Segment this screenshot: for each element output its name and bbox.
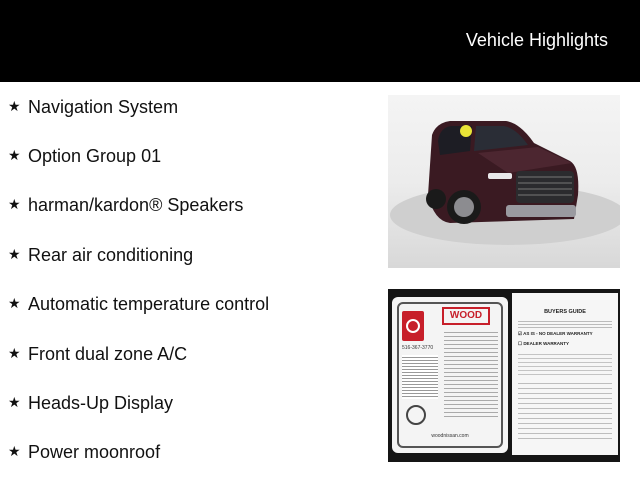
feature-label: Power moonroof: [28, 441, 161, 462]
dealer-logo: WOOD: [442, 307, 490, 325]
star-icon: ★: [8, 346, 21, 362]
list-item: [8, 388, 173, 418]
list-item: [8, 190, 243, 220]
vehicle-illustration: [388, 95, 620, 268]
star-icon: ★: [8, 296, 21, 312]
buyers-guide-title: BUYERS GUIDE: [544, 309, 586, 315]
star-icon: ★: [8, 99, 21, 115]
page-title: Vehicle Highlights: [465, 30, 608, 50]
rear-wheel: [426, 189, 446, 209]
feature-label: harman/kardon® Speakers: [28, 194, 244, 215]
list-item: [8, 240, 193, 270]
list-item: [8, 289, 269, 319]
list-item: [8, 339, 187, 369]
feature-label: Option Group 01: [28, 145, 162, 166]
headlight: [488, 173, 512, 179]
nissan-logo: [402, 311, 424, 341]
windshield-sticker: [460, 125, 472, 137]
window-sticker-sheet: [392, 297, 508, 453]
as-is-option: ☑ AS IS - NO DEALER WARRANTY: [518, 331, 593, 336]
front-bumper: [506, 205, 576, 217]
star-icon: ★: [8, 444, 21, 460]
star-icon: ★: [8, 395, 21, 411]
dealer-website: woodnissan.com: [431, 433, 469, 439]
feature-label: Rear air conditioning: [28, 244, 194, 265]
star-icon: ★: [8, 148, 21, 164]
list-item: [8, 141, 161, 171]
documents-photo: [388, 289, 620, 462]
dealer-phone: 516-367-3770: [402, 345, 434, 351]
feature-label: Heads-Up Display: [28, 392, 174, 413]
nissan-badge-icon: [406, 405, 426, 425]
grille: [516, 171, 574, 203]
header-bar: [0, 0, 640, 82]
vehicle-photo: [388, 95, 620, 268]
dealer-warranty-option: ☐ DEALER WARRANTY: [518, 341, 570, 346]
feature-label: Automatic temperature control: [28, 293, 270, 314]
buyers-guide-sheet: [512, 293, 618, 455]
feature-label: Front dual zone A/C: [28, 343, 188, 364]
star-icon: ★: [8, 197, 21, 213]
checkbox-icon: ☐: [518, 341, 523, 346]
list-item: [8, 92, 178, 122]
checkbox-checked-icon: ☑: [518, 331, 523, 336]
feature-label: Navigation System: [28, 96, 179, 117]
list-item: [8, 437, 160, 467]
star-icon: ★: [8, 247, 21, 263]
